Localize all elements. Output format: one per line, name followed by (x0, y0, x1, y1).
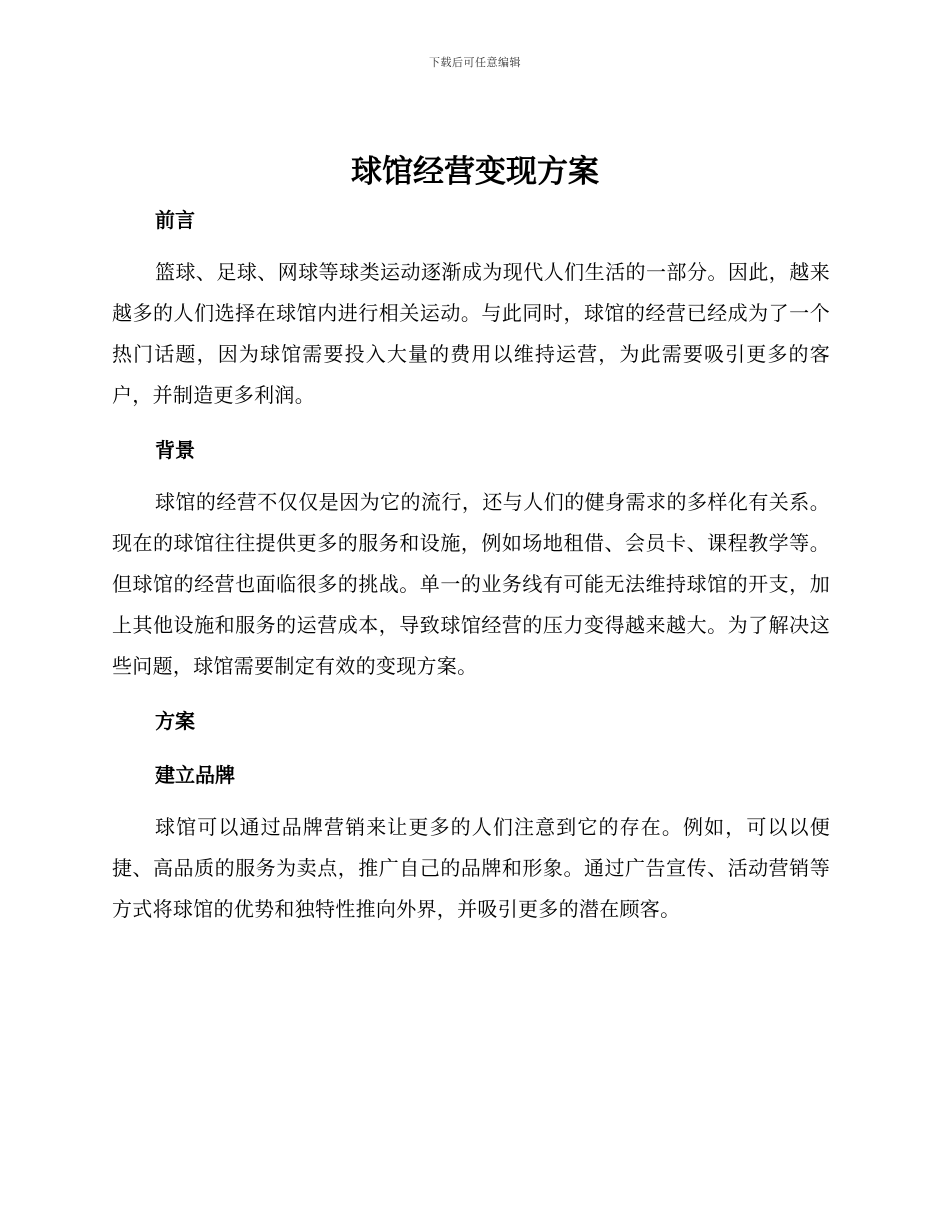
document-body (112, 200, 830, 930)
section-heading-background: 背景 (155, 438, 195, 462)
section-heading-build-brand: 建立品牌 (155, 763, 235, 787)
section-heading-preface: 前言 (155, 208, 195, 232)
section-paragraph-build-brand: 球馆可以通过品牌营销来让更多的人们注意到它的存在。例如，可以以便捷、高品质的服务为卖点，推广自己的品牌和形象。通过广告宣传、活动营销等方式将球馆的优势和独特性推向外界，并吸引更多的潜在顾客。 (112, 815, 830, 921)
page-header-note: 下载后可任意编辑 (429, 56, 521, 69)
section-heading-plan: 方案 (155, 709, 195, 733)
section-paragraph-preface: 篮球、足球、网球等球类运动逐渐成为现代人们生活的一部分。因此，越来越多的人们选择在球馆内进行相关运动。与此同时，球馆的经营已经成为了一个热门话题，因为球馆需要投入大量的费用以维持运营，为此需要吸引更多的客户，并制造更多利润。 (112, 260, 830, 407)
document-title: 球馆经营变现方案 (351, 154, 599, 190)
section-paragraph-background: 球馆的经营不仅仅是因为它的流行，还与人们的健身需求的多样化有关系。现在的球馆往往提供更多的服务和设施，例如场地租借、会员卡、课程教学等。但球馆的经营也面临很多的挑战。单一的业务线有可能无法维持球馆的开支，加上其他设施和服务的运营成本，导致球馆经营的压力变得越来越大。为了解决这些问题，球馆需要制定有效的变现方案。 (112, 490, 830, 678)
